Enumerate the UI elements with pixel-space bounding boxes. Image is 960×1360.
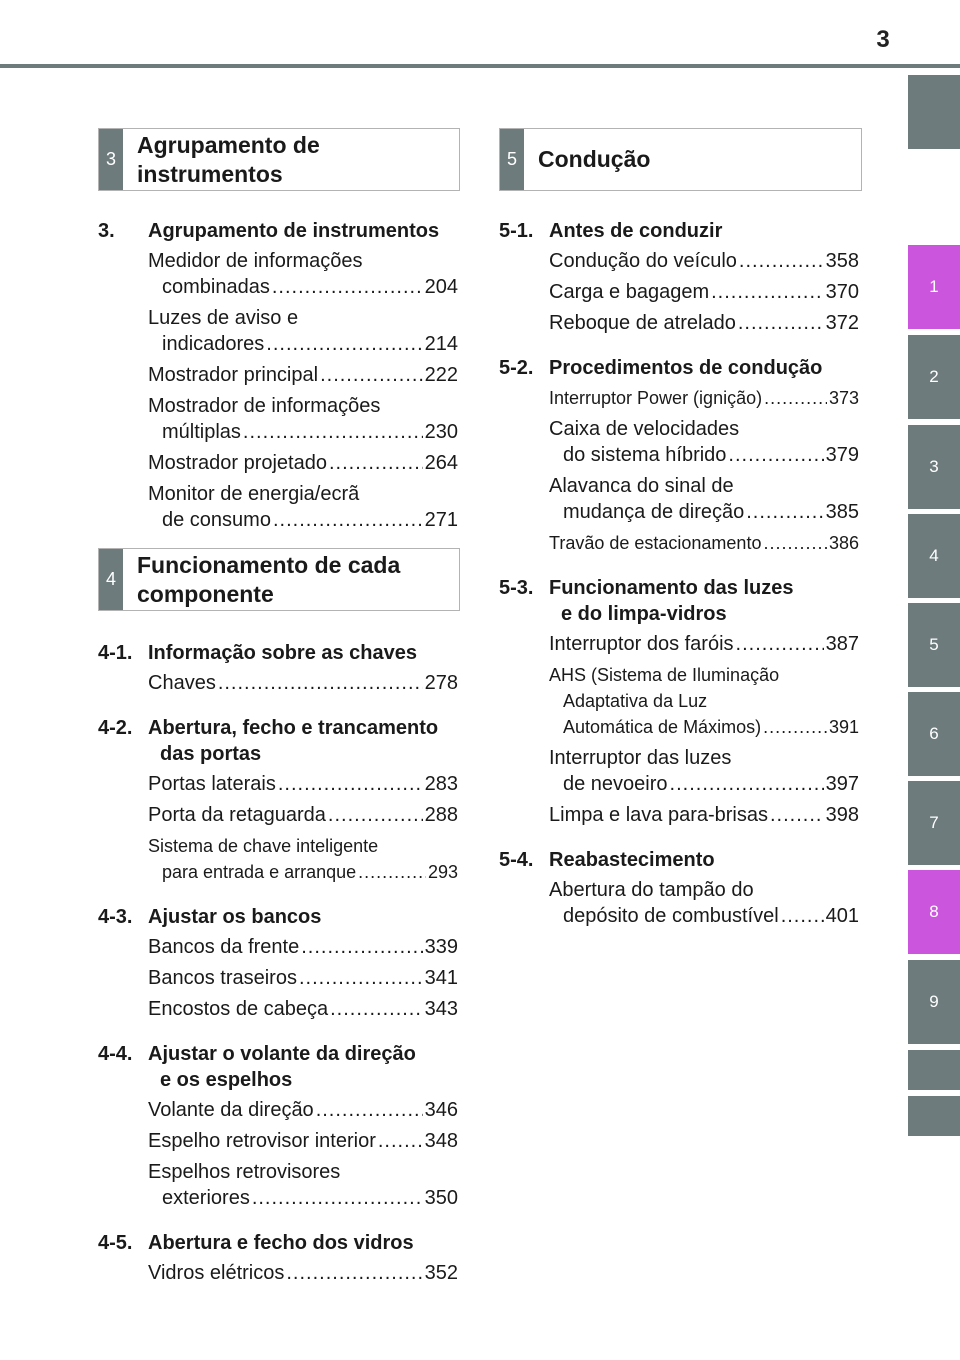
toc-entry[interactable] <box>148 305 458 357</box>
page-ref: 387 <box>825 633 859 655</box>
side-tab-blank-a[interactable] <box>908 1050 960 1090</box>
group-gap <box>98 890 458 896</box>
entry-row <box>549 530 859 556</box>
toc-entry[interactable] <box>549 473 859 525</box>
entry-title: Interruptor Power (ignição) <box>549 388 763 408</box>
category-title: Agrupamento de instrumentos <box>148 220 440 242</box>
toc-entry[interactable] <box>148 965 458 991</box>
toc-entry[interactable] <box>148 1260 458 1286</box>
dot-leader <box>316 1097 423 1123</box>
dot-leader <box>764 385 827 411</box>
category-title-cont: e do limpa-vidros <box>561 603 727 625</box>
toc-category <box>98 715 458 767</box>
toc-entry[interactable] <box>148 771 458 797</box>
toc-entry[interactable] <box>549 248 859 274</box>
entry-row <box>549 714 859 740</box>
side-tab-3[interactable]: 3 <box>908 425 960 509</box>
category-title: Antes de conduzir <box>549 220 723 242</box>
page-ref: 385 <box>825 501 859 523</box>
section-header-3 <box>98 128 460 191</box>
category-title: Ajustar o volante da direção <box>148 1043 416 1065</box>
page-ref: 204 <box>424 276 458 298</box>
category-number: 5-1. <box>499 220 534 242</box>
dot-leader <box>286 1260 422 1286</box>
entry-title: Carga e bagagem <box>549 281 710 303</box>
category-number: 4-2. <box>98 717 133 739</box>
dot-leader <box>711 279 824 305</box>
dot-leader <box>358 859 426 885</box>
side-tab-7[interactable]: 7 <box>908 781 960 865</box>
toc-entry[interactable] <box>549 877 859 929</box>
entry-title: Condução do veículo <box>549 250 737 272</box>
entry-title: Caixa de velocidades <box>549 418 740 440</box>
dot-leader <box>329 450 423 476</box>
toc-category <box>98 218 458 244</box>
page-ref: 214 <box>424 333 458 355</box>
toc-category <box>98 1041 458 1093</box>
dot-leader <box>299 965 423 991</box>
toc-entry[interactable] <box>549 530 859 556</box>
entry-row <box>549 631 859 657</box>
entry-title-cont: indicadores <box>162 333 265 355</box>
toc-entry[interactable] <box>148 802 458 828</box>
dot-leader <box>378 1128 423 1154</box>
page-ref: 373 <box>828 388 859 408</box>
dot-leader <box>243 419 423 445</box>
entry-title: Encostos de cabeça <box>148 998 329 1020</box>
section-number: 4 <box>99 549 123 610</box>
group-gap <box>499 833 859 839</box>
page-ref: 391 <box>828 717 859 737</box>
entry-title: Interruptor das luzes <box>549 747 732 769</box>
entry-title: Portas laterais <box>148 773 276 795</box>
entry-row <box>549 442 859 468</box>
entry-title: Mostrador de informações <box>148 395 381 417</box>
entry-title-cont: Automática de Máximos) <box>563 717 762 737</box>
toc-entry[interactable] <box>148 362 458 388</box>
entry-row <box>148 934 458 960</box>
dot-leader <box>252 1185 423 1211</box>
dot-leader <box>330 996 423 1022</box>
toc-entry[interactable] <box>549 385 859 411</box>
toc-entry[interactable] <box>148 393 458 445</box>
toc-chapter-5 <box>499 210 859 940</box>
page-ref: 370 <box>825 281 859 303</box>
dot-leader <box>763 714 827 740</box>
page-number: 3 <box>876 26 890 53</box>
dot-leader <box>739 248 824 274</box>
side-tab-4[interactable]: 4 <box>908 514 960 598</box>
entry-row <box>549 248 859 274</box>
category-title: Abertura, fecho e trancamento <box>148 717 439 739</box>
toc-entry[interactable] <box>549 416 859 468</box>
entry-title: Interruptor dos faróis <box>549 633 734 655</box>
category-number: 5-3. <box>499 577 534 599</box>
page-ref: 348 <box>424 1130 458 1152</box>
entry-row <box>148 1097 458 1123</box>
page-ref: 222 <box>424 364 458 386</box>
side-tab-blank-top[interactable] <box>908 75 960 149</box>
dot-leader <box>320 362 423 388</box>
toc-entry[interactable] <box>148 1097 458 1123</box>
entry-row <box>148 507 458 533</box>
dot-leader <box>273 507 423 533</box>
entry-title: Abertura do tampão do <box>549 879 754 901</box>
entry-row <box>549 802 859 828</box>
entry-row <box>549 903 859 929</box>
entry-row <box>148 419 458 445</box>
toc-entry[interactable] <box>549 745 859 797</box>
toc-category <box>499 218 859 244</box>
entry-row <box>549 771 859 797</box>
page-ref: 264 <box>424 452 458 474</box>
toc-entry[interactable] <box>148 996 458 1022</box>
entry-row <box>549 310 859 336</box>
entry-title-cont: para entrada e arranque <box>162 862 357 882</box>
dot-leader <box>746 499 823 525</box>
entry-row <box>148 274 458 300</box>
entry-title-cont: múltiplas <box>162 421 241 443</box>
toc-entry[interactable] <box>148 934 458 960</box>
page-ref: 230 <box>424 421 458 443</box>
toc-category <box>98 640 458 666</box>
section-title: Condução <box>538 146 651 172</box>
side-tab-1[interactable]: 1 <box>908 245 960 329</box>
dot-leader <box>728 442 823 468</box>
toc-entry[interactable] <box>549 662 859 740</box>
entry-title: Bancos traseiros <box>148 967 297 989</box>
dot-leader <box>272 274 423 300</box>
dot-leader <box>670 771 824 797</box>
category-title: Informação sobre as chaves <box>148 642 418 664</box>
dot-leader <box>301 934 422 960</box>
category-title: Funcionamento das luzes <box>549 577 794 599</box>
side-tab-5[interactable]: 5 <box>908 603 960 687</box>
page-ref: 288 <box>424 804 458 826</box>
side-tab-6[interactable]: 6 <box>908 692 960 776</box>
group-gap <box>98 1216 458 1222</box>
page-ref: 278 <box>424 672 458 694</box>
entry-title-cont: exteriores <box>162 1187 250 1209</box>
page-ref: 386 <box>828 533 859 553</box>
entry-title: Sistema de chave inteligente <box>148 836 379 856</box>
entry-title: Mostrador projetado <box>148 452 327 474</box>
group-gap <box>499 561 859 567</box>
entry-row <box>148 965 458 991</box>
side-tab-blank-b[interactable] <box>908 1096 960 1136</box>
toc-entry[interactable] <box>148 1128 458 1154</box>
entry-title: Limpa e lava para-brisas <box>549 804 768 826</box>
page-ref: 358 <box>825 250 859 272</box>
toc-chapter-4 <box>98 632 458 1297</box>
dot-leader <box>738 310 824 336</box>
entry-row <box>148 1260 458 1286</box>
page-ref: 397 <box>825 773 859 795</box>
entry-title: Luzes de aviso e <box>148 307 299 329</box>
category-title: Ajustar os bancos <box>148 906 322 928</box>
toc-category <box>499 575 859 627</box>
page-ref: 343 <box>424 998 458 1020</box>
dot-leader <box>218 670 423 696</box>
page-ref: 341 <box>424 967 458 989</box>
toc-chapter-3 <box>98 210 458 544</box>
entry-title: Medidor de informações <box>148 250 363 272</box>
entry-title: Bancos da frente <box>148 936 300 958</box>
side-tab-2[interactable]: 2 <box>908 335 960 419</box>
entry-row <box>148 331 458 357</box>
category-number: 4-4. <box>98 1043 133 1065</box>
entry-title: Monitor de energia/ecrã <box>148 483 360 505</box>
group-gap <box>499 341 859 347</box>
category-number: 4-3. <box>98 906 133 928</box>
entry-row <box>148 1128 458 1154</box>
entry-title-cont: de consumo <box>162 509 271 531</box>
entry-title: Mostrador principal <box>148 364 319 386</box>
page-ref: 346 <box>424 1099 458 1121</box>
entry-row <box>549 279 859 305</box>
toc-category <box>98 1230 458 1256</box>
entry-title: Chaves <box>148 672 216 694</box>
toc-category <box>98 904 458 930</box>
toc-entry[interactable] <box>549 631 859 657</box>
entry-title: Volante da direção <box>148 1099 314 1121</box>
page-ref: 379 <box>825 444 859 466</box>
entry-title-cont: mudança de direção <box>563 501 745 523</box>
entry-row <box>148 996 458 1022</box>
section-number: 3 <box>99 129 123 190</box>
toc-category <box>499 355 859 381</box>
entry-row <box>148 1185 458 1211</box>
toc-entry[interactable] <box>148 450 458 476</box>
toc-entry[interactable] <box>549 310 859 336</box>
entry-title-cont: depósito de combustível <box>563 905 779 927</box>
entry-row <box>148 670 458 696</box>
dot-leader <box>763 530 826 556</box>
entry-title-cont: de nevoeiro <box>563 773 668 795</box>
toc-entry[interactable] <box>148 481 458 533</box>
section-number: 5 <box>500 129 524 190</box>
entry-title: AHS (Sistema de Iluminação <box>549 665 780 685</box>
group-gap <box>98 1291 458 1297</box>
category-number: 4-1. <box>98 642 133 664</box>
section-header-4 <box>98 548 460 611</box>
entry-title: Espelho retrovisor interior <box>148 1130 376 1152</box>
category-number: 4-5. <box>98 1232 133 1254</box>
category-title: Abertura e fecho dos vidros <box>148 1232 414 1254</box>
toc-entry[interactable] <box>148 670 458 696</box>
toc-entry[interactable] <box>549 279 859 305</box>
category-number: 5-2. <box>499 357 534 379</box>
page-ref: 401 <box>825 905 859 927</box>
group-gap <box>98 538 458 544</box>
entry-row <box>148 450 458 476</box>
dot-leader <box>328 802 423 828</box>
entry-title: Travão de estacionamento <box>549 533 762 553</box>
entry-row <box>549 499 859 525</box>
entry-row <box>148 362 458 388</box>
category-number: 3. <box>98 220 115 242</box>
entry-title: Porta da retaguarda <box>148 804 326 826</box>
group-gap <box>98 1027 458 1033</box>
section-header-5 <box>499 128 862 191</box>
toc-category <box>499 847 859 873</box>
category-number: 5-4. <box>499 849 534 871</box>
page-ref: 293 <box>427 862 458 882</box>
group-gap <box>98 701 458 707</box>
page-ref: 339 <box>424 936 458 958</box>
dot-leader <box>781 903 824 929</box>
page-ref: 271 <box>424 509 458 531</box>
dot-leader <box>770 802 824 828</box>
category-title-cont: das portas <box>160 743 262 765</box>
category-title: Reabastecimento <box>549 849 715 871</box>
entry-row <box>148 802 458 828</box>
dot-leader <box>278 771 423 797</box>
entry-title-cont: Adaptativa da Luz <box>563 691 708 711</box>
entry-title-cont: combinadas <box>162 276 270 298</box>
section-title: Funcionamento de cada componente <box>137 551 401 607</box>
page-ref: 283 <box>424 773 458 795</box>
side-tab-8[interactable]: 8 <box>908 870 960 954</box>
page-ref: 372 <box>825 312 859 334</box>
entry-title-cont: do sistema híbrido <box>563 444 727 466</box>
page-ref: 398 <box>825 804 859 826</box>
top-rule <box>0 64 960 68</box>
entry-row <box>148 859 458 885</box>
group-gap <box>499 934 859 940</box>
category-title: Procedimentos de condução <box>549 357 823 379</box>
page-ref: 352 <box>424 1262 458 1284</box>
entry-title: Espelhos retrovisores <box>148 1161 341 1183</box>
side-tab-9[interactable]: 9 <box>908 960 960 1044</box>
toc-entry[interactable] <box>148 248 458 300</box>
dot-leader <box>736 631 824 657</box>
toc-entry[interactable] <box>549 802 859 828</box>
toc-entry[interactable] <box>148 833 458 885</box>
dot-leader <box>266 331 422 357</box>
entry-row <box>148 771 458 797</box>
section-title: Agrupamento de instrumentos <box>137 131 320 187</box>
entry-row <box>549 385 859 411</box>
entry-title: Vidros elétricos <box>148 1262 285 1284</box>
category-title-cont: e os espelhos <box>160 1069 293 1091</box>
entry-title: Alavanca do sinal de <box>549 475 734 497</box>
entry-title: Reboque de atrelado <box>549 312 736 334</box>
page-ref: 350 <box>424 1187 458 1209</box>
toc-entry[interactable] <box>148 1159 458 1211</box>
